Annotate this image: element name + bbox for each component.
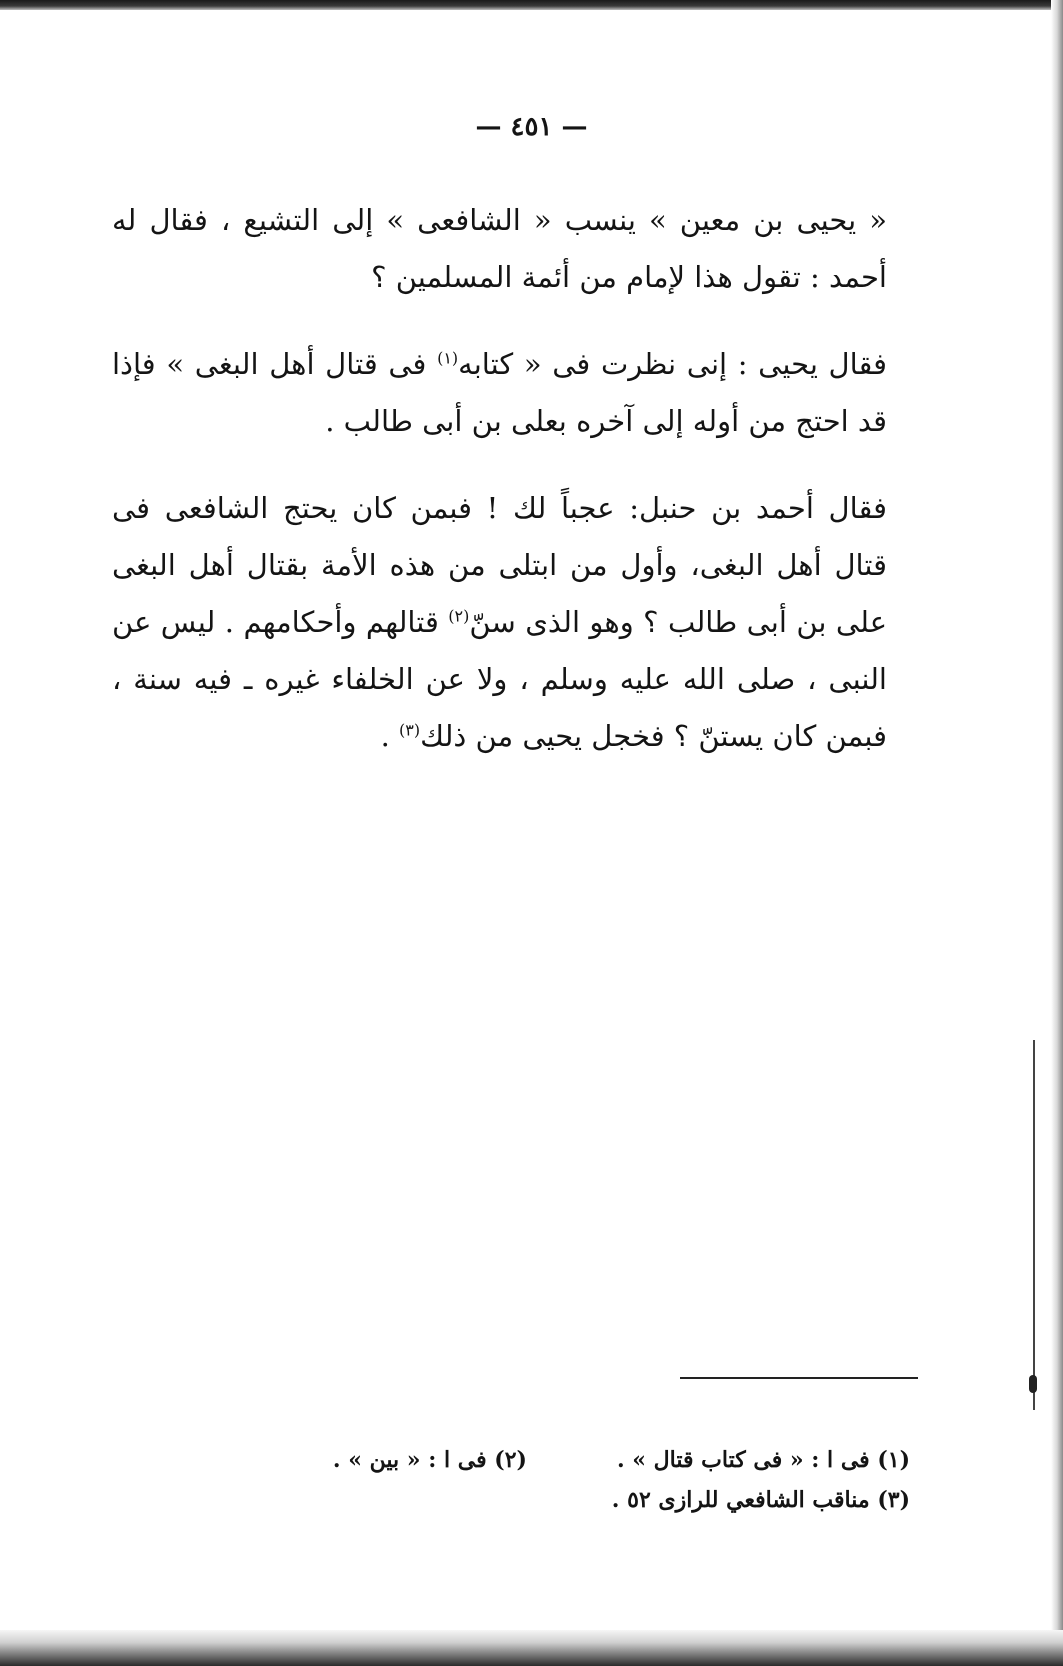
footnote-ref-2[interactable]: (٢)	[448, 606, 470, 626]
paragraph-3-text-end: .	[380, 719, 400, 753]
paragraph-1-text: « يحيى بن معين » ينسب « الشافعى » إلى التشيع ، فقال له أحمد : تقول هذا لإمام من أئمة المسلمين ؟	[112, 203, 887, 294]
main-text	[112, 192, 887, 795]
footnote-1: (١) فى ا : « فى كتاب قتال » .	[616, 1447, 910, 1473]
paragraph-2-text-end: فى قتال أهل البغى » فإذا قد احتج من أوله إلى آخره بعلى بن أبى طالب .	[112, 347, 887, 438]
footnote-ref-1[interactable]: (١)	[437, 348, 459, 368]
scan-edge-mark	[1029, 1375, 1037, 1393]
paragraph-3-text-start: فقال أحمد بن حنبل: عجباً لك ! فبمن كان يحتج الشافعى فى قتال أهل البغى، وأول من ابتلى من هذه الأمة بقتال أهل البغى على بن أبى طالب ؟ وهو الذى سنّ	[112, 491, 887, 639]
footnotes	[330, 1440, 910, 1520]
scan-bottom-edge	[0, 1630, 1063, 1666]
footnote-3: (٣) مناقب الشافعي للرازى ٥٢ .	[611, 1487, 910, 1513]
footnote-ref-3[interactable]: (٣)	[399, 720, 421, 740]
paragraph-3	[112, 480, 887, 765]
page-number: — ٤٥١ —	[475, 112, 588, 142]
footnote-separator	[680, 1377, 918, 1379]
scan-right-edge	[1051, 0, 1063, 1666]
scan-binding-line	[1033, 1040, 1035, 1410]
footnote-row-2	[330, 1480, 910, 1520]
paragraph-3-text-middle: قتالهم وأحكامهم . ليس عن النبى ، صلى الله عليه وسلم ، ولا عن الخلفاء غيره ـ فيه سنة ، فبمن كان يستنّ ؟ فخجل يحيى من ذلك	[112, 605, 887, 753]
paragraph-1	[112, 192, 887, 306]
footnote-row-1	[330, 1440, 910, 1480]
footnote-2: (٢) فى ا : « بين » .	[332, 1447, 527, 1473]
paragraph-2	[112, 336, 887, 450]
scan-top-edge	[0, 0, 1063, 10]
paragraph-2-text-start: فقال يحيى : إنى نظرت فى « كتابه	[458, 347, 887, 381]
